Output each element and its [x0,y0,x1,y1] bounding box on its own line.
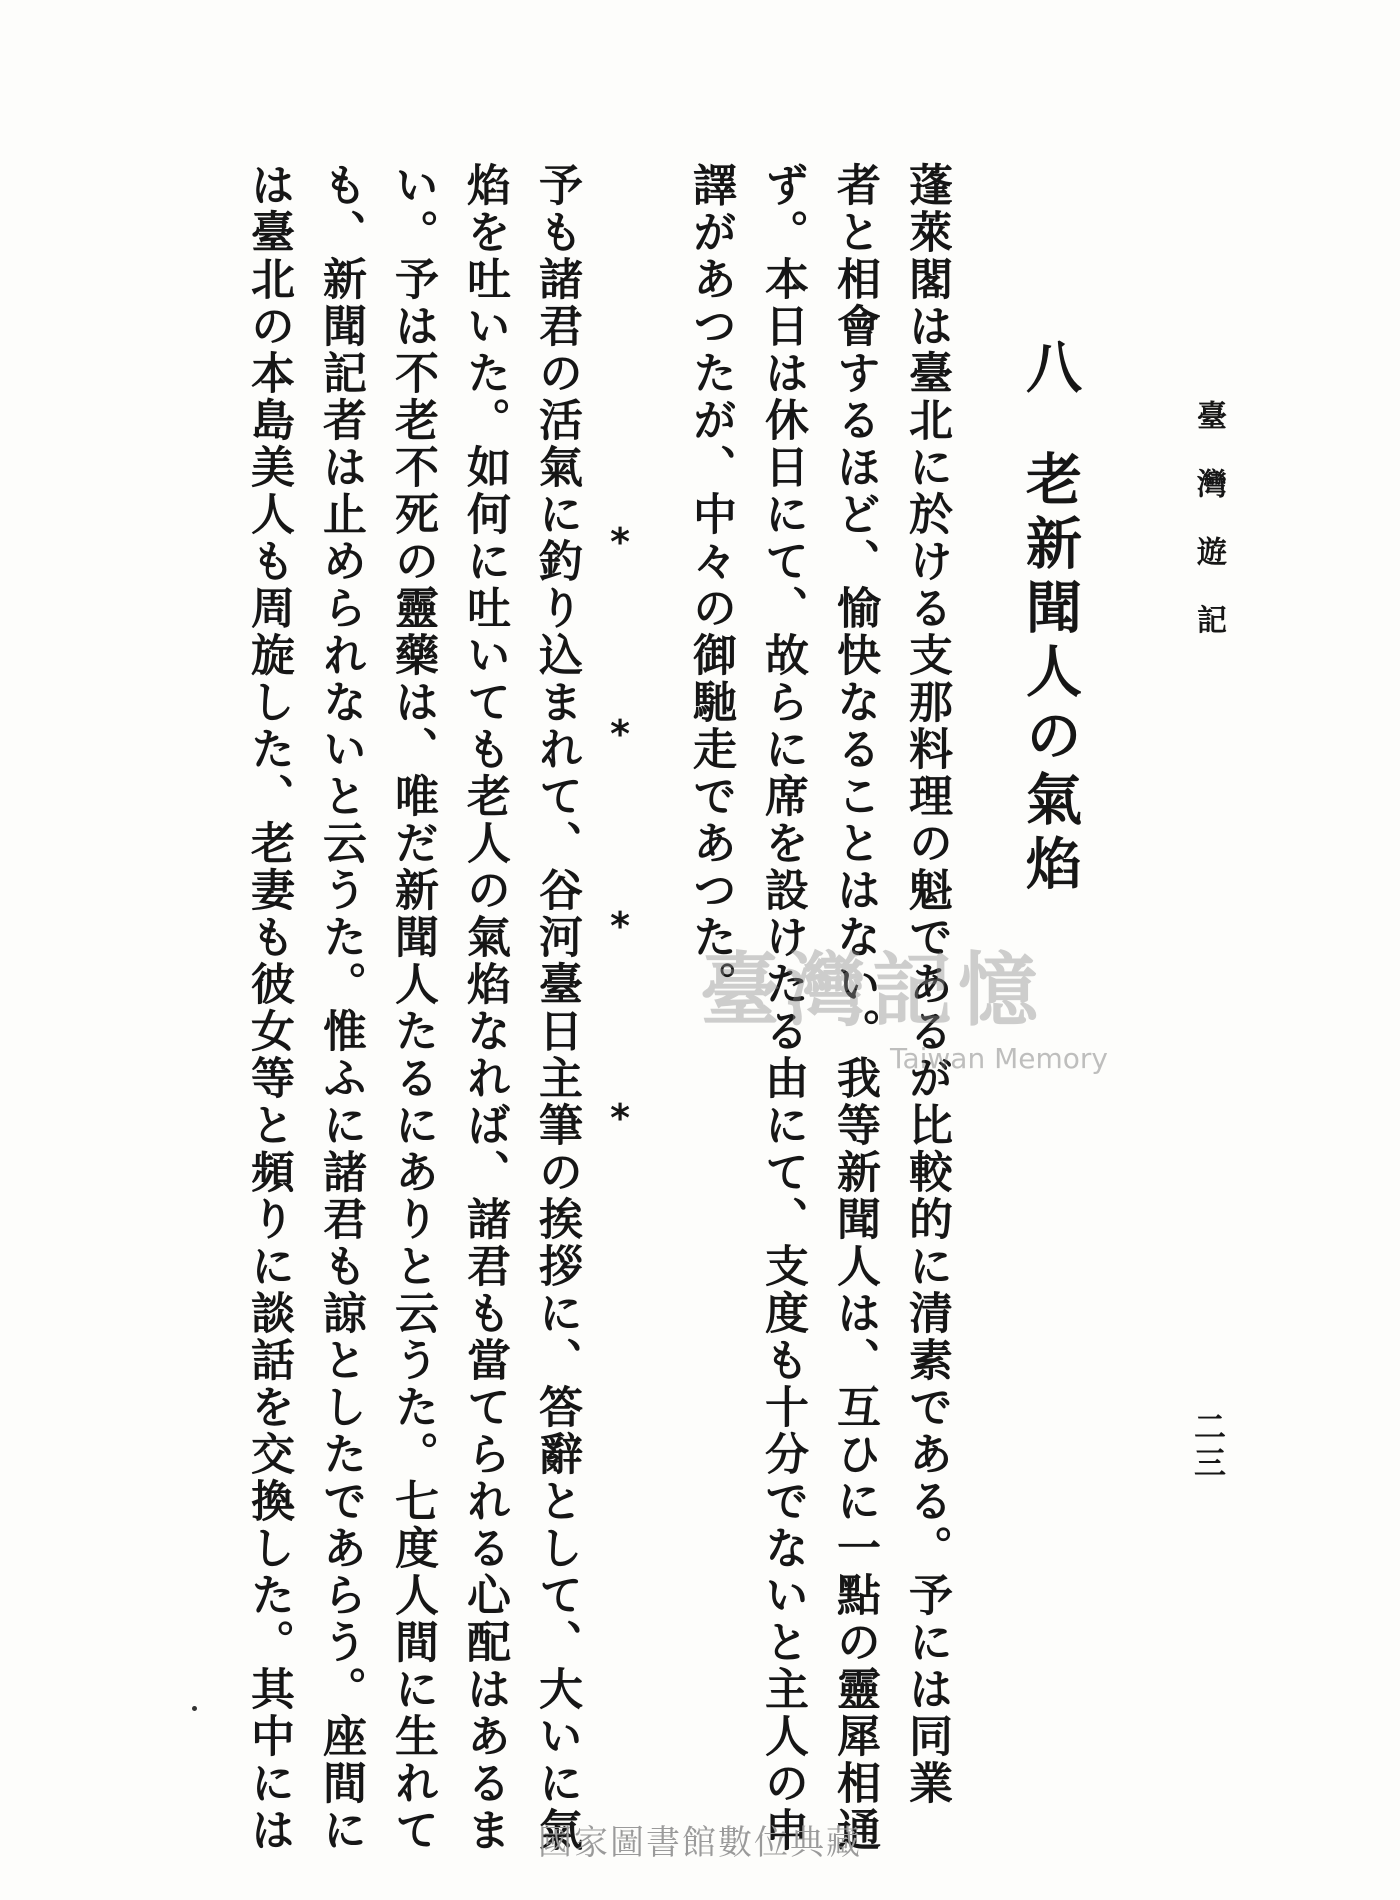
text-column: 予も諸君の活氣に釣り込まれて、谷河臺日主筆の挨拶に、答辭として、大いに氣 [531,162,582,1854]
asterisk: * [610,712,630,756]
text-column: 蓬萊閣は臺北に於ける支那料理の魁であるが比較的に清素である。予には同業 [901,162,952,1807]
section-break [600,520,640,1140]
text-column: 譯があつたが、中々の御馳走であつた。 [685,162,736,1008]
text-column: ず。本日は休日にて、故らに席を設けたる由にて、支度も十分でないと主人の申 [757,162,808,1854]
running-title: 臺灣遊記 [1191,400,1226,672]
text-column: も、新聞記者は止められないと云うた。惟ふに諸君も諒としたであらう。座間に [315,162,366,1854]
watermark-subtitle: Taiwan Memory [890,1042,1108,1075]
paragraph-2 [200,162,592,1854]
text-column: い。予は不老不死の靈藥は、唯だ新聞人たるにありと云うた。七度人間に生れて [387,162,438,1854]
chapter-heading [1010,338,1090,898]
page-number: 二三 [1189,1410,1227,1482]
watermark-logo: 臺灣記憶 [700,943,1044,1037]
text-column: 者と相會するほど、愉快なることはない。我等新聞人は、互ひに一點の靈犀相通 [829,162,880,1854]
stray-ink-mark [192,1706,197,1711]
chapter-number: 八 [1017,338,1083,402]
footer-credit: 國家圖書館數位典藏 [538,1823,862,1863]
text-column: は臺北の本島美人も周旋した、老妻も彼女等と頻りに談話を交換した。其中には [243,162,294,1854]
asterisk: * [610,904,630,948]
text-column: 焰を吐いた。如何に吐いても老人の氣焰なれば、諸君も當てられる心配はあるま [459,162,510,1854]
chapter-title: 老新聞人の氣焰 [1017,450,1083,898]
asterisk: * [610,1096,630,1140]
asterisk: * [610,520,630,564]
